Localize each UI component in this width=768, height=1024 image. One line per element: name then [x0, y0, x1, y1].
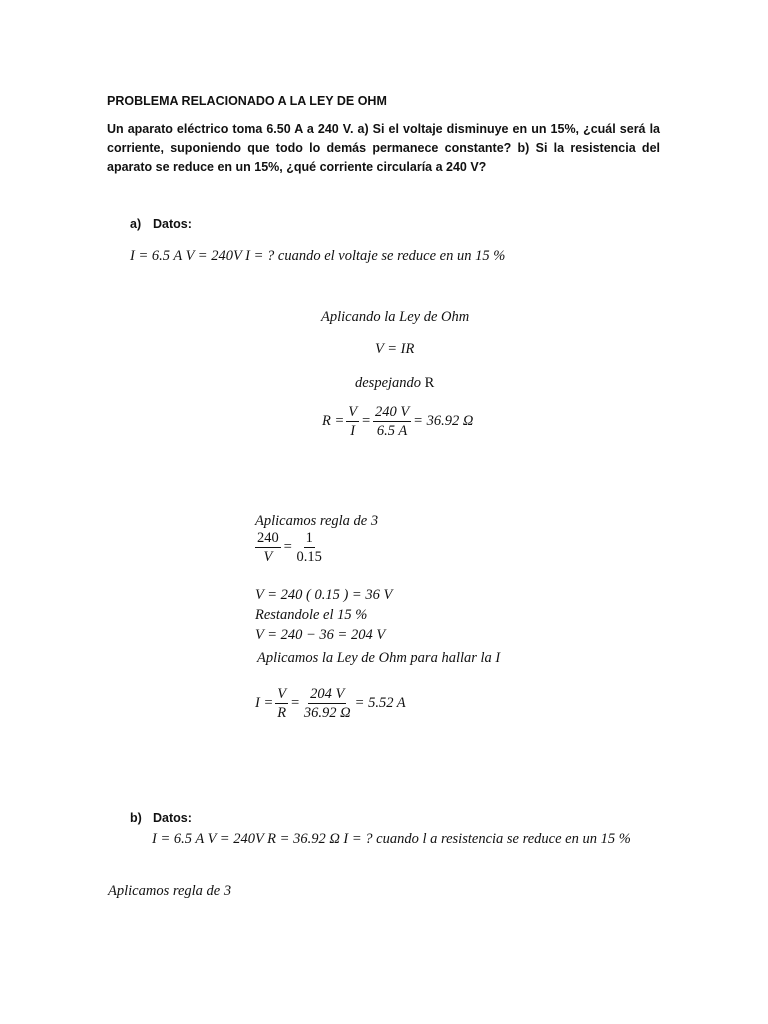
- r-den-1: I: [350, 423, 356, 439]
- rule-num-1: 240: [257, 530, 279, 546]
- problem-statement: Un aparato eléctrico toma 6.50 A a 240 V. a) Si el voltaje disminuye en un 15%, ¿cuál será la corriente, suponiendo que todo lo demás permanece constante? b) Si la resistencia del aparato se reduce en un 15%, ¿qué corriente circularía a 240 V?: [107, 122, 660, 174]
- new-voltage-calc: V = 240 − 36 = 204 V: [255, 627, 386, 643]
- rule-num-2: 1: [305, 530, 313, 546]
- rule-fraction-2: [295, 530, 324, 565]
- r-fraction-2: [373, 404, 411, 439]
- i-result: = 5.52 A: [354, 695, 406, 711]
- r-result: = 36.92 Ω: [413, 413, 474, 429]
- part-a-heading: Datos:: [153, 217, 192, 231]
- r-fraction-1: [346, 404, 359, 439]
- despejando-line: [355, 375, 434, 392]
- ohm-law-title: Aplicando la Ley de Ohm: [321, 309, 470, 325]
- despejando-var: R: [424, 375, 435, 391]
- i-lhs: I =: [255, 695, 274, 711]
- despejando-text: despejando: [355, 375, 422, 391]
- rule-den-1: V: [263, 549, 273, 565]
- rule-of-three-title: Aplicamos regla de 3: [255, 513, 379, 529]
- rule-den-2: 0.15: [296, 549, 322, 565]
- resistance-equation: [322, 404, 473, 439]
- i-fraction-2: [302, 686, 353, 721]
- voltage-drop-calc: V = 240 ( 0.15 ) = 36 V: [255, 587, 393, 603]
- r-num-2: 240 V: [374, 404, 410, 420]
- part-b-heading: Datos:: [153, 811, 192, 825]
- part-b-label: b): [130, 811, 142, 825]
- find-current-title: Aplicamos la Ley de Ohm para hallar la I: [257, 650, 501, 666]
- i-den-2: 36.92 Ω: [303, 705, 351, 721]
- subtract-percent-text: Restandole el 15 %: [255, 607, 368, 623]
- r-eq: =: [361, 413, 371, 429]
- part-a-data-line: I = 6.5 A V = 240V I = ? cuando el voltaje se reduce en un 15 %: [130, 248, 506, 264]
- rule-fraction-1: [255, 530, 281, 565]
- part-b-data-line: I = 6.5 A V = 240V R = 36.92 Ω I = ? cuando l a resistencia se reduce en un 15 %: [152, 831, 631, 847]
- r-den-2: 6.5 A: [376, 423, 408, 439]
- i-den-1: R: [277, 705, 287, 721]
- i-num-2: 204 V: [310, 686, 345, 702]
- current-equation: [255, 686, 406, 721]
- r-num-1: V: [348, 404, 358, 420]
- i-fraction-1: [275, 686, 288, 721]
- ohm-law-formula: V = IR: [375, 341, 415, 357]
- i-eq: =: [290, 695, 300, 711]
- i-num-1: V: [277, 686, 287, 702]
- rule-eq: =: [282, 539, 293, 555]
- r-lhs: R =: [322, 413, 345, 429]
- part-b-rule-of-three-title: Aplicamos regla de 3: [108, 883, 232, 899]
- document-title: PROBLEMA RELACIONADO A LA LEY DE OHM: [107, 94, 387, 108]
- part-a-label: a): [130, 217, 142, 231]
- rule-of-three-equation: [255, 530, 326, 565]
